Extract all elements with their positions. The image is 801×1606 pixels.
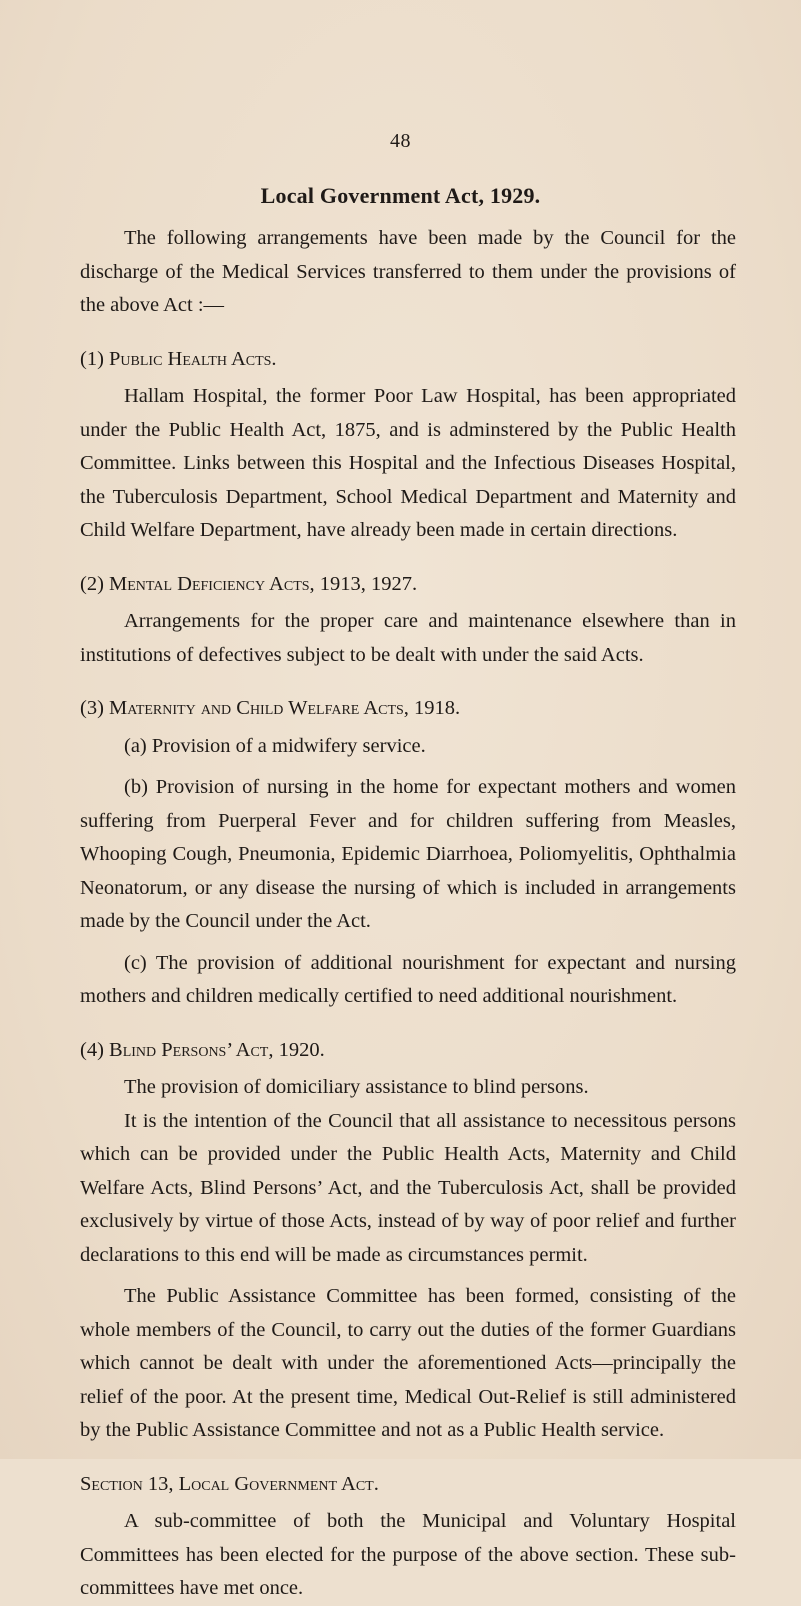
section-heading-blind-persons: (4) Blind Persons’ Act, 1920. <box>80 1038 325 1061</box>
paragraph: A sub-committee of both the Municipal and Voluntary Hospital Committees has been elected for the purpose of the above section. These sub-committees have met once. <box>80 1510 736 1599</box>
section-heading-maternity: (3) Maternity and Child Welfare Acts, 1918. <box>80 697 461 719</box>
paragraph: The Public Assistance Committee has been formed, consisting of the whole members of the Council, to carry out the duties of the former Guardians which cannot be dealt with under the aforementioned Acts—principally the relief of the poor. At the present time, Medical Out-Relief is still administered by the Public Assistance Committee and not as a Public Health service. <box>80 1285 736 1441</box>
paragraph: (b) Provision of nursing in the home for expectant mothers and women suffering from Puerperal Fever and for children suffering from Measles, Whooping Cough, Pneumonia, Epidemic Diarrhoea, Poliomyelitis, Ophthalmia Neonatorum, or any disease the nursing of which is included in arrangements made by the Council under the Act. <box>80 776 736 932</box>
paragraph: The provision of domiciliary assistance to blind persons. <box>124 1076 589 1098</box>
intro-paragraph: The following arrangements have been made by the Council for the discharge of the Medical Services transferred to them under the provisions of the above Act :— <box>80 227 736 316</box>
page-number: 48 <box>390 130 411 152</box>
paragraph: Arrangements for the proper care and maintenance elsewhere than in institutions of defectives subject to be dealt with under the said Acts. <box>80 610 736 666</box>
section-heading-public-health: (1) Public Health Acts. <box>80 347 277 370</box>
page-title: Local Government Act, 1929. <box>260 183 541 208</box>
paragraph: (a) Provision of a midwifery service. <box>124 734 426 757</box>
section-heading-section-13: Section 13, Local Government Act. <box>80 1472 379 1495</box>
paragraph: (c) The provision of additional nourishment for expectant and nursing mothers and children medically certified to need additional nourishment. <box>80 951 736 1007</box>
document-body <box>80 222 736 1606</box>
section-heading-mental-deficiency: (2) Mental Deficiency Acts, 1913, 1927. <box>80 572 418 595</box>
paragraph: It is the intention of the Council that all assistance to necessitous persons which can be provided under the Public Health Acts, Maternity and Child Welfare Acts, Blind Persons’ Act, and the Tuberculosis Act, shall be provided exclusively by virtue of those Acts, instead of by way of poor relief and further declarations to this end will be made as circumstances permit. <box>80 1109 736 1266</box>
paragraph: Hallam Hospital, the former Poor Law Hospital, has been appropriated under the Public Health Act, 1875, and is adminstered by the Public Health Committee. Links between this Hospital and the Infectious Diseases Hospital, the Tuberculosis Department, School Medical Department and Maternity and Child Welfare Department, have already been made in certain directions. <box>80 385 736 541</box>
